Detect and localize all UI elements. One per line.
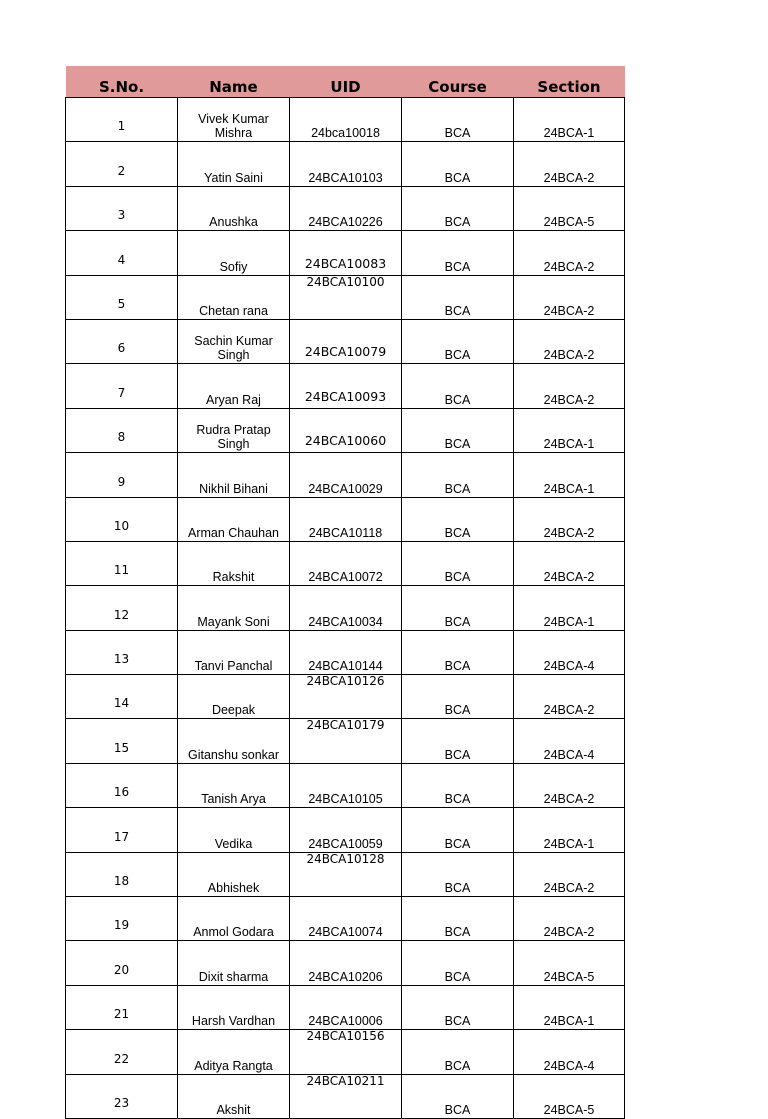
cell-sno: 20 — [66, 941, 178, 985]
table-row — [66, 186, 625, 230]
table-row — [66, 453, 625, 497]
cell-course: BCA — [402, 319, 514, 363]
cell-section: 24BCA-1 — [514, 453, 625, 497]
cell-name: Aryan Raj — [178, 364, 290, 408]
cell-section: 24BCA-2 — [514, 364, 625, 408]
cell-sno: 15 — [66, 719, 178, 763]
table-row — [66, 98, 625, 142]
header-row — [66, 66, 625, 98]
cell-name: Arman Chauhan — [178, 497, 290, 541]
cell-uid: 24BCA10144 — [290, 630, 402, 674]
cell-section: 24BCA-4 — [514, 630, 625, 674]
cell-name: Sachin Kumar Singh — [178, 319, 290, 363]
cell-sno: 5 — [66, 275, 178, 319]
table-row — [66, 319, 625, 363]
cell-uid: 24BCA10072 — [290, 541, 402, 585]
cell-sno: 3 — [66, 186, 178, 230]
cell-section: 24BCA-2 — [514, 852, 625, 896]
table-row — [66, 541, 625, 585]
cell-course: BCA — [402, 586, 514, 630]
cell-course: BCA — [402, 675, 514, 719]
cell-name: Aditya Rangta — [178, 1030, 290, 1074]
table-header — [66, 66, 625, 98]
cell-name: Vedika — [178, 808, 290, 852]
table-row — [66, 630, 625, 674]
table-row — [66, 275, 625, 319]
cell-uid: 24BCA10179 — [290, 719, 402, 763]
cell-sno: 18 — [66, 852, 178, 896]
cell-section: 24BCA-1 — [514, 586, 625, 630]
cell-name: Rudra Pratap Singh — [178, 408, 290, 452]
cell-sno: 6 — [66, 319, 178, 363]
cell-course: BCA — [402, 541, 514, 585]
table-row — [66, 897, 625, 941]
cell-section: 24BCA-5 — [514, 186, 625, 230]
cell-sno: 13 — [66, 630, 178, 674]
cell-name: Anushka — [178, 186, 290, 230]
cell-sno: 12 — [66, 586, 178, 630]
cell-section: 24BCA-2 — [514, 541, 625, 585]
cell-course: BCA — [402, 1030, 514, 1074]
header-name: Name — [178, 66, 290, 98]
cell-name: Yatin Saini — [178, 142, 290, 186]
cell-sno: 8 — [66, 408, 178, 452]
cell-uid: 24BCA10074 — [290, 897, 402, 941]
cell-uid: 24BCA10060 — [290, 408, 402, 452]
cell-course: BCA — [402, 852, 514, 896]
cell-name: Vivek Kumar Mishra — [178, 98, 290, 142]
cell-uid: 24BCA10029 — [290, 453, 402, 497]
cell-uid: 24BCA10079 — [290, 319, 402, 363]
cell-course: BCA — [402, 763, 514, 807]
cell-uid: 24BCA10128 — [290, 852, 402, 896]
cell-course: BCA — [402, 808, 514, 852]
header-sno: S.No. — [66, 66, 178, 98]
cell-course: BCA — [402, 186, 514, 230]
cell-course: BCA — [402, 630, 514, 674]
cell-course: BCA — [402, 985, 514, 1029]
cell-section: 24BCA-2 — [514, 142, 625, 186]
cell-section: 24BCA-2 — [514, 763, 625, 807]
cell-name: Abhishek — [178, 852, 290, 896]
cell-section: 24BCA-4 — [514, 719, 625, 763]
cell-section: 24BCA-5 — [514, 1074, 625, 1118]
student-table-container — [65, 66, 624, 1119]
cell-uid: 24BCA10118 — [290, 497, 402, 541]
header-section: Section — [514, 66, 625, 98]
cell-section: 24BCA-2 — [514, 675, 625, 719]
cell-name: Rakshit — [178, 541, 290, 585]
table-row — [66, 1074, 625, 1118]
cell-name: Sofiy — [178, 231, 290, 275]
cell-course: BCA — [402, 497, 514, 541]
cell-uid: 24BCA10083 — [290, 231, 402, 275]
cell-uid: 24BCA10105 — [290, 763, 402, 807]
cell-course: BCA — [402, 1074, 514, 1118]
table-row — [66, 497, 625, 541]
cell-uid: 24BCA10093 — [290, 364, 402, 408]
cell-sno: 23 — [66, 1074, 178, 1118]
table-row — [66, 231, 625, 275]
cell-sno: 2 — [66, 142, 178, 186]
table-row — [66, 142, 625, 186]
cell-sno: 9 — [66, 453, 178, 497]
cell-course: BCA — [402, 231, 514, 275]
cell-course: BCA — [402, 98, 514, 142]
cell-section: 24BCA-1 — [514, 98, 625, 142]
cell-name: Chetan rana — [178, 275, 290, 319]
cell-sno: 22 — [66, 1030, 178, 1074]
table-body — [66, 98, 625, 1119]
cell-name: Deepak — [178, 675, 290, 719]
cell-course: BCA — [402, 364, 514, 408]
cell-section: 24BCA-1 — [514, 808, 625, 852]
table-row — [66, 808, 625, 852]
cell-section: 24BCA-2 — [514, 497, 625, 541]
cell-sno: 1 — [66, 98, 178, 142]
header-course: Course — [402, 66, 514, 98]
cell-section: 24BCA-2 — [514, 231, 625, 275]
cell-course: BCA — [402, 408, 514, 452]
cell-section: 24BCA-5 — [514, 941, 625, 985]
cell-uid: 24BCA10206 — [290, 941, 402, 985]
student-table — [65, 66, 625, 1119]
cell-uid: 24BCA10126 — [290, 675, 402, 719]
cell-course: BCA — [402, 941, 514, 985]
cell-uid: 24BCA10103 — [290, 142, 402, 186]
table-row — [66, 719, 625, 763]
cell-sno: 16 — [66, 763, 178, 807]
cell-sno: 21 — [66, 985, 178, 1029]
cell-sno: 7 — [66, 364, 178, 408]
cell-name: Nikhil Bihani — [178, 453, 290, 497]
cell-name: Dixit sharma — [178, 941, 290, 985]
cell-name: Gitanshu sonkar — [178, 719, 290, 763]
cell-name: Mayank Soni — [178, 586, 290, 630]
cell-uid: 24BCA10100 — [290, 275, 402, 319]
table-row — [66, 941, 625, 985]
cell-uid: 24BCA10034 — [290, 586, 402, 630]
table-row — [66, 985, 625, 1029]
table-row — [66, 364, 625, 408]
cell-uid: 24BCA10211 — [290, 1074, 402, 1118]
cell-sno: 14 — [66, 675, 178, 719]
cell-uid: 24bca10018 — [290, 98, 402, 142]
cell-sno: 19 — [66, 897, 178, 941]
cell-uid: 24BCA10059 — [290, 808, 402, 852]
cell-section: 24BCA-1 — [514, 408, 625, 452]
cell-course: BCA — [402, 719, 514, 763]
cell-uid: 24BCA10226 — [290, 186, 402, 230]
cell-name: Harsh Vardhan — [178, 985, 290, 1029]
cell-name: Akshit — [178, 1074, 290, 1118]
cell-uid: 24BCA10006 — [290, 985, 402, 1029]
cell-course: BCA — [402, 275, 514, 319]
cell-section: 24BCA-2 — [514, 319, 625, 363]
table-row — [66, 1030, 625, 1074]
cell-course: BCA — [402, 897, 514, 941]
cell-course: BCA — [402, 453, 514, 497]
cell-course: BCA — [402, 142, 514, 186]
cell-sno: 17 — [66, 808, 178, 852]
table-row — [66, 586, 625, 630]
cell-section: 24BCA-2 — [514, 897, 625, 941]
table-row — [66, 852, 625, 896]
cell-name: Tanish Arya — [178, 763, 290, 807]
cell-section: 24BCA-4 — [514, 1030, 625, 1074]
cell-section: 24BCA-1 — [514, 985, 625, 1029]
table-row — [66, 675, 625, 719]
cell-section: 24BCA-2 — [514, 275, 625, 319]
cell-sno: 10 — [66, 497, 178, 541]
cell-uid: 24BCA10156 — [290, 1030, 402, 1074]
cell-name: Anmol Godara — [178, 897, 290, 941]
cell-sno: 4 — [66, 231, 178, 275]
table-row — [66, 408, 625, 452]
cell-name: Tanvi Panchal — [178, 630, 290, 674]
table-row — [66, 763, 625, 807]
header-uid: UID — [290, 66, 402, 98]
cell-sno: 11 — [66, 541, 178, 585]
